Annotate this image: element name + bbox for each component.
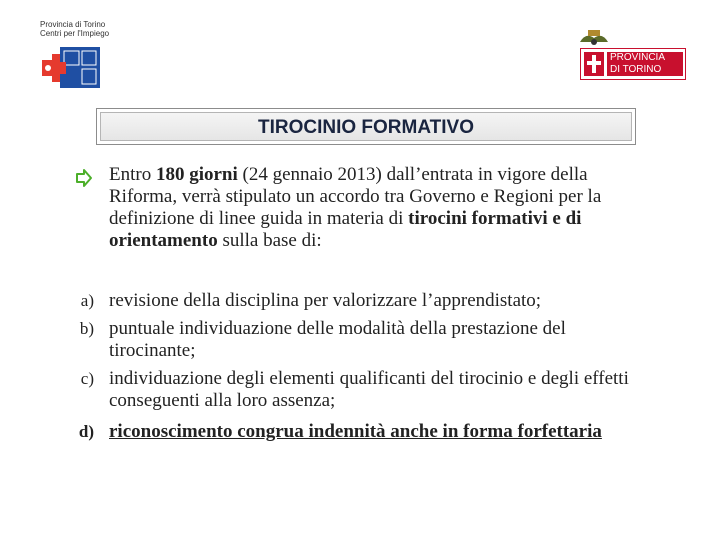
logo-left-line1: Provincia di Torino (40, 20, 106, 29)
intro-paragraph (109, 164, 657, 252)
item-a-marker: a) (80, 291, 94, 310)
item-d-marker: d) (78, 422, 94, 441)
arrow-right-icon (75, 168, 93, 188)
intro-text-2: (24 gennaio 2013) dall’entrata in vigore della Riforma, verrà stipulato un accordo tra Governo e Regioni per la definizione di linee guida in materia di (109, 164, 602, 229)
intro-text-3: sulla base di: (217, 230, 322, 251)
item-c-text: individuazione degli elementi qualificanti del tirocinio e degli effetti conseguenti alla loro assenza; (109, 368, 629, 411)
item-b-text: puntuale individuazione delle modalità della prestazione del tirocinante; (109, 318, 566, 361)
item-c-marker: c) (80, 369, 94, 388)
puzzle-logo-icon (38, 44, 104, 92)
item-a-text: revisione della disciplina per valorizzare l’apprendistato; (109, 290, 542, 311)
item-b-marker: b) (79, 319, 94, 338)
cross-icon (584, 52, 604, 76)
provincia-logo-name (607, 52, 683, 76)
page-title: TIROCINIO FORMATIVO (257, 117, 475, 138)
provincia-logo-line1: PROVINCIA (610, 52, 666, 63)
title-banner (96, 108, 636, 145)
logo-left-caption (40, 20, 109, 38)
logo-left-line2: Centri per l'Impiego (40, 29, 110, 38)
intro-bold-1: 180 giorni (155, 164, 238, 185)
intro-bold-2: tirocini formativi e di orientamento (109, 208, 582, 251)
provincia-logo-line2: DI TORINO (610, 64, 662, 75)
provincia-logo (580, 48, 686, 80)
intro-text-1: Entro (109, 164, 156, 185)
item-d-text: riconoscimento congrua indennità anche in forma forfettaria (109, 421, 602, 442)
bull-crown-crest-icon (576, 28, 612, 48)
